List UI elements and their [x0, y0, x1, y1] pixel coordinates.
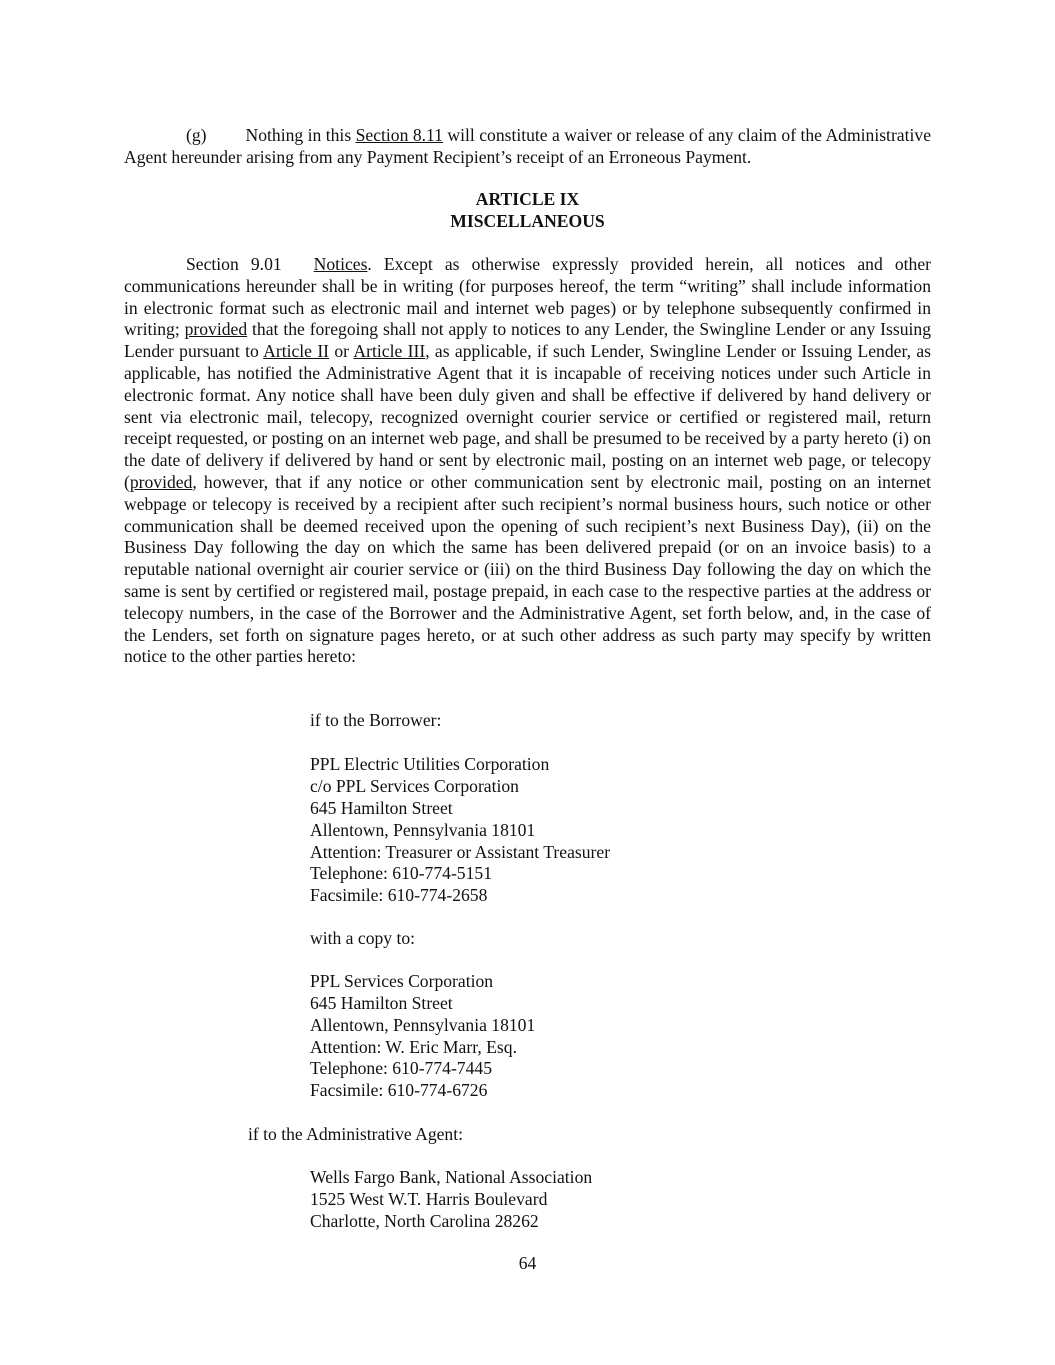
copy-label: with a copy to: [310, 928, 416, 948]
address-line: Telephone: 610-774-5151 [310, 863, 492, 883]
paragraph-label: (g) [186, 125, 207, 145]
article-number: ARTICLE IX [475, 189, 580, 209]
address-line: Allentown, Pennsylvania 18101 [310, 1015, 536, 1035]
section-number: Section 9.01 [186, 254, 282, 274]
paragraph-g [124, 125, 931, 169]
address-line: Attention: W. Eric Marr, Esq. [310, 1037, 517, 1057]
section-heading: Notices [313, 254, 368, 274]
article-reference: Article III [353, 341, 426, 362]
address-line: Charlotte, North Carolina 28262 [310, 1211, 539, 1231]
section-text: or [329, 341, 354, 362]
section-text: . Except as otherwise expressly provided herein, all notices and other communications hereunder shall be in writing (for purposes hereof, the term “writing” shall include information in electronic format such as electronic mail and internet web pages) or by telephone subsequently confirmed in writing; [124, 254, 931, 340]
address-line: PPL Services Corporation [310, 971, 494, 991]
section-text: that the foregoing shall not apply to notices to any Lender, the Swingline Lender or any Issuing Lender pursuant to [124, 319, 931, 362]
agent-label: if to the Administrative Agent: [248, 1124, 464, 1144]
address-line: Attention: Treasurer or Assistant Treasurer [310, 842, 611, 862]
provided-term: provided [129, 471, 193, 492]
address-line: Facsimile: 610-774-2658 [310, 885, 488, 905]
page-number: 64 [518, 1253, 537, 1273]
provided-term: provided [184, 319, 248, 340]
paragraph-text: will constitute a waiver or release of any claim of the Administrative Agent hereunder arising from any Payment Recipient’s receipt of an Erroneous Payment. [124, 125, 931, 167]
paragraph-text: Nothing in this [245, 125, 352, 145]
section-text: , however, that if any notice or other communication sent by electronic mail, posting on an internet webpage or telecopy is received by a recipient after such recipient’s normal business hours, such notice or other communication shall be deemed received upon the opening of such recipient’s next Business Day), (ii) on the Business Day following the day on which the same has been delivered prepaid (or on an invoice basis) to a reputable national overnight air courier service or (iii) on the third Business Day following the day on which the same is sent by certified or registered mail, postage prepaid, in each case to the respective parties at the address or telecopy numbers, in the case of the Borrower and the Administrative Agent, set forth below, and, in the case of the Lenders, set forth on signature pages hereto, or at such other address as such party may specify by written notice to the other parties hereto: [124, 471, 931, 667]
address-line: PPL Electric Utilities Corporation [310, 754, 550, 774]
address-line: 645 Hamilton Street [310, 798, 453, 818]
address-line: 1525 West W.T. Harris Boulevard [310, 1189, 548, 1209]
address-line: 645 Hamilton Street [310, 993, 453, 1013]
address-line: Facsimile: 610-774-6726 [310, 1080, 488, 1100]
address-line: c/o PPL Services Corporation [310, 776, 519, 796]
section-9-01 [124, 254, 931, 668]
borrower-label: if to the Borrower: [310, 710, 442, 730]
section-reference: Section 8.11 [355, 125, 443, 145]
section-text: , as applicable, if such Lender, Swingline Lender or Issuing Lender, as applicable, has notified the Administrative Agent that it is incapable of receiving notices under such Article in electronic format. Any notice shall have been duly given and shall be effective if delivered by hand delivery or sent via electronic mail, telecopy, recognized overnight courier service or certified or registered mail, return receipt requested, or posting on an internet web page, and shall be presumed to be received by a party hereto (i) on the date of delivery if delivered by hand or sent by electronic mail, posting on an internet web page, or telecopy ( [124, 341, 931, 492]
article-title: MISCELLANEOUS [450, 211, 605, 231]
address-line: Allentown, Pennsylvania 18101 [310, 820, 536, 840]
address-line: Wells Fargo Bank, National Association [310, 1167, 593, 1187]
article-reference: Article II [263, 341, 330, 362]
address-line: Telephone: 610-774-7445 [310, 1058, 492, 1078]
